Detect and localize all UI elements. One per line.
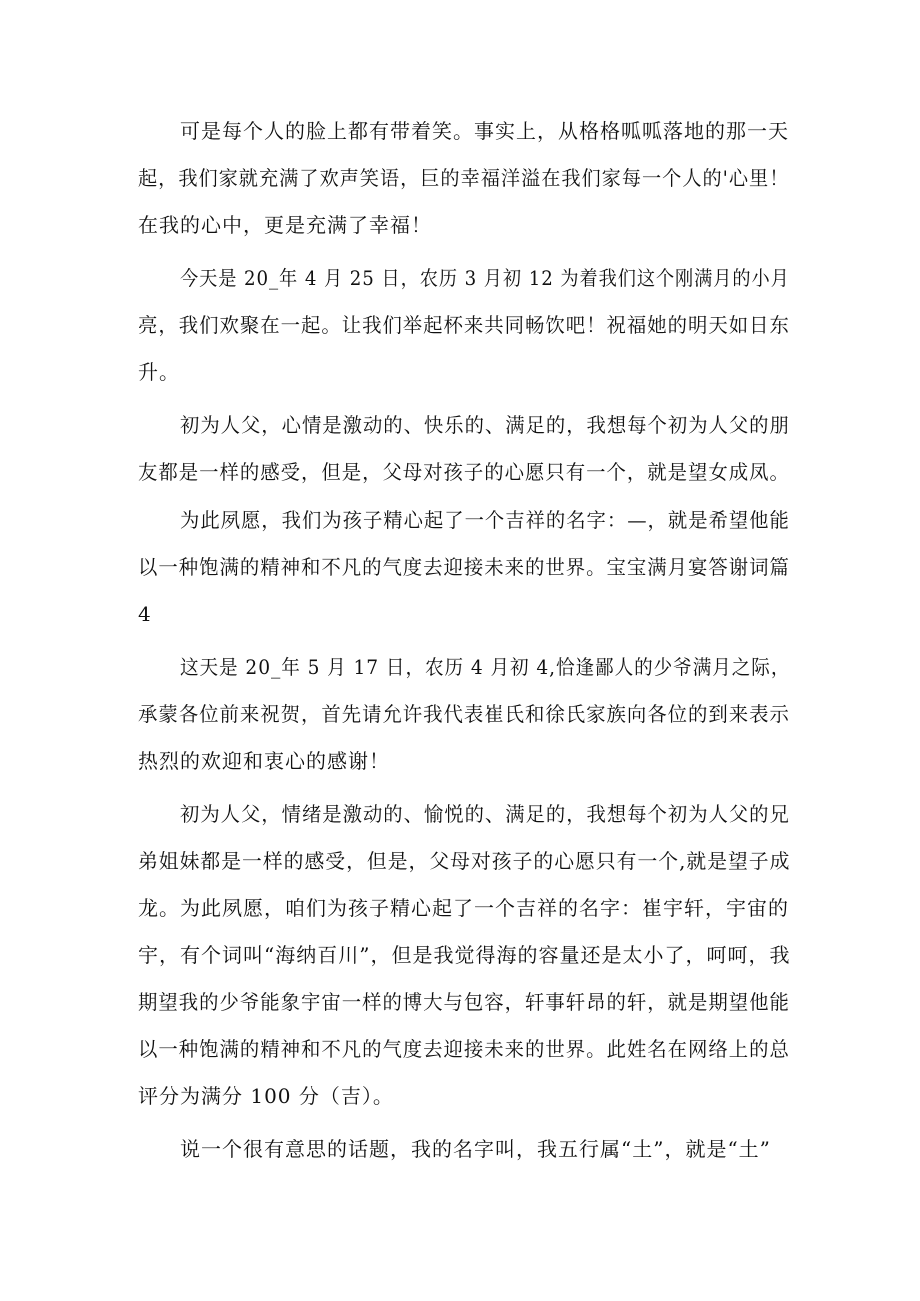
text-line: 亮，我们欢聚在一起。让我们举起杯来共同畅饮吧！祝福她的明天如日东 bbox=[138, 313, 790, 337]
text-line: 友都是一样的感受，但是，父母对孩子的心愿只有一个，就是望女成凤。 bbox=[138, 460, 790, 484]
text-line: 弟姐妹都是一样的感受，但是，父母对孩子的心愿只有一个,就是望子成 bbox=[138, 849, 791, 873]
text-line: 升。 bbox=[138, 360, 180, 384]
text-line: 承蒙各位前来祝贺，首先请允许我代表崔氏和徐氏家族向各位的到来表示 bbox=[138, 702, 790, 726]
text-line: 初为人父，心情是激动的、快乐的、满足的，我想每个初为人父的朋 bbox=[180, 413, 790, 437]
text-line: 可是每个人的脸上都有带着笑。事实上，从格格呱呱落地的那一天 bbox=[180, 119, 789, 143]
text-line: 评分为满分 100 分（吉）。 bbox=[138, 1084, 394, 1108]
text-line: 今天是 20_年 4 月 25 日，农历 3 月初 12 为着我们这个刚满月的小月 bbox=[180, 266, 790, 290]
text-line: 热烈的欢迎和衷心的感谢！ bbox=[138, 749, 390, 773]
text-line: 说一个很有意思的话题，我的名字叫，我五行属“土”，就是“土” bbox=[180, 1137, 771, 1161]
text-line: 在我的心中，更是充满了幸福！ bbox=[138, 213, 432, 237]
text-line: 以一种饱满的精神和不凡的气度去迎接未来的世界。宝宝满月宴答谢词篇 bbox=[138, 555, 790, 579]
text-line: 这天是 20_年 5 月 17 日，农历 4 月初 4,恰逢鄙人的少爷满月之际， bbox=[180, 655, 791, 679]
text-line: 龙。为此夙愿，咱们为孩子精心起了一个吉祥的名字：崔宇轩，宇宙的 bbox=[138, 896, 789, 920]
text-line: 4 bbox=[138, 602, 152, 626]
text-line: 为此夙愿，我们为孩子精心起了一个吉祥的名字：—，就是希望他能 bbox=[180, 508, 790, 532]
text-line: 期望我的少爷能象宇宙一样的博大与包容，轩事轩昂的轩，就是期望他能 bbox=[138, 990, 790, 1014]
text-line: 宇，有个词叫“海纳百川”，但是我觉得海的容量还是太小了，呵呵，我 bbox=[138, 943, 791, 967]
text-line: 以一种饱满的精神和不凡的气度去迎接未来的世界。此姓名在网络上的总 bbox=[138, 1037, 790, 1061]
text-line: 起，我们家就充满了欢声笑语，巨的幸福洋溢在我们家每一个人的'心里！ bbox=[138, 166, 790, 190]
text-line: 初为人父，情绪是激动的、愉悦的、满足的，我想每个初为人父的兄 bbox=[180, 802, 790, 826]
